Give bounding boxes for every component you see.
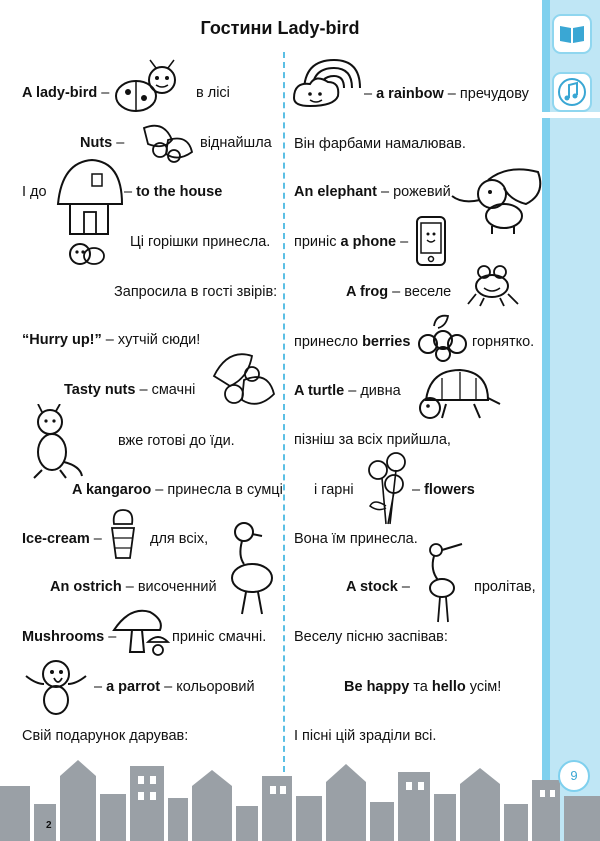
nuts-icon [134,120,198,166]
mushrooms-icon [110,606,172,658]
page-title: Гостини Lady-bird [200,18,360,38]
elephant-icon [448,164,548,236]
text-line: приніс смачні. [172,629,267,645]
text-line: приніс a phone – [294,234,409,250]
text-line: пізніш за всіх прийшла, [294,432,451,448]
text-line: Вона їм принесла. [294,531,418,547]
stork-icon [418,540,466,624]
text-line: An ostrich – височенний [50,579,217,595]
book-icon [554,16,590,52]
text-line: Tasty nuts – смачні [64,382,196,398]
text-line: Він фарбами намалював. [294,136,466,152]
kangaroo-icon [20,404,84,480]
text-line: Веселу пісню заспівав: [294,629,448,645]
sidebar-stripe [542,0,550,841]
sidebar [542,0,600,841]
text-line: A kangaroo – принесла в сумці [72,482,283,498]
turtle-icon [416,364,502,426]
text-line: Запросила в гості звірів: [114,284,278,300]
text-line: – a parrot – кольоровий [94,679,255,695]
phone-icon [414,214,448,268]
text-line: для всіх, [150,531,209,547]
rainbow-icon [290,52,362,112]
text-line: І до [22,184,47,200]
text-line: Свій подарунок дарував: [22,728,189,744]
ladybird-icon [106,58,190,118]
music-icon [554,74,590,110]
text-line: – a rainbow – пречудову [364,86,529,102]
text-line: “Hurry up!” – хутчій сюди! [22,332,201,348]
text-line: An elephant – рожевий [294,184,451,200]
berries-icon [416,312,468,362]
text-line: і гарні [314,482,354,498]
music-button[interactable] [552,72,592,112]
text-line: Ice-cream – [22,531,102,547]
text-line: вже готові до їди. [118,433,235,449]
text-line: Mushrooms – [22,629,117,645]
book-button[interactable] [552,14,592,54]
parrot-icon [20,654,92,718]
text-line: A stock – [346,579,410,595]
text-line: Nuts – [80,135,125,151]
text-line: Ці горішки принесла. [130,234,271,250]
page-number-left: 2 [46,820,52,831]
mushroom-house-icon [52,158,126,270]
frog-icon [466,262,520,308]
ice-cream-icon [108,506,138,562]
text-line: в лісі [196,85,230,101]
ostrich-icon [222,520,280,618]
tasty-nuts-icon [208,346,278,416]
text-line: – flowers [412,482,475,498]
city-skyline [0,746,600,841]
text-line: горнятко. [472,334,535,350]
text-line: A lady-bird – [22,85,110,101]
text-line: A frog – веселе [346,284,452,300]
text-line: – to the house [124,184,223,200]
page-number-right: 9 [558,760,590,792]
text-line: І пісні цій зраділи всі. [294,728,437,744]
text-line: A turtle – дивна [294,383,401,399]
column-divider [283,52,285,772]
text-line: принесло berries [294,334,411,350]
text-line: пролітав, [474,579,536,595]
text-line: віднайшла [200,135,272,151]
text-line: Be happy та hello усім! [344,679,502,695]
flowers-icon [362,448,412,528]
